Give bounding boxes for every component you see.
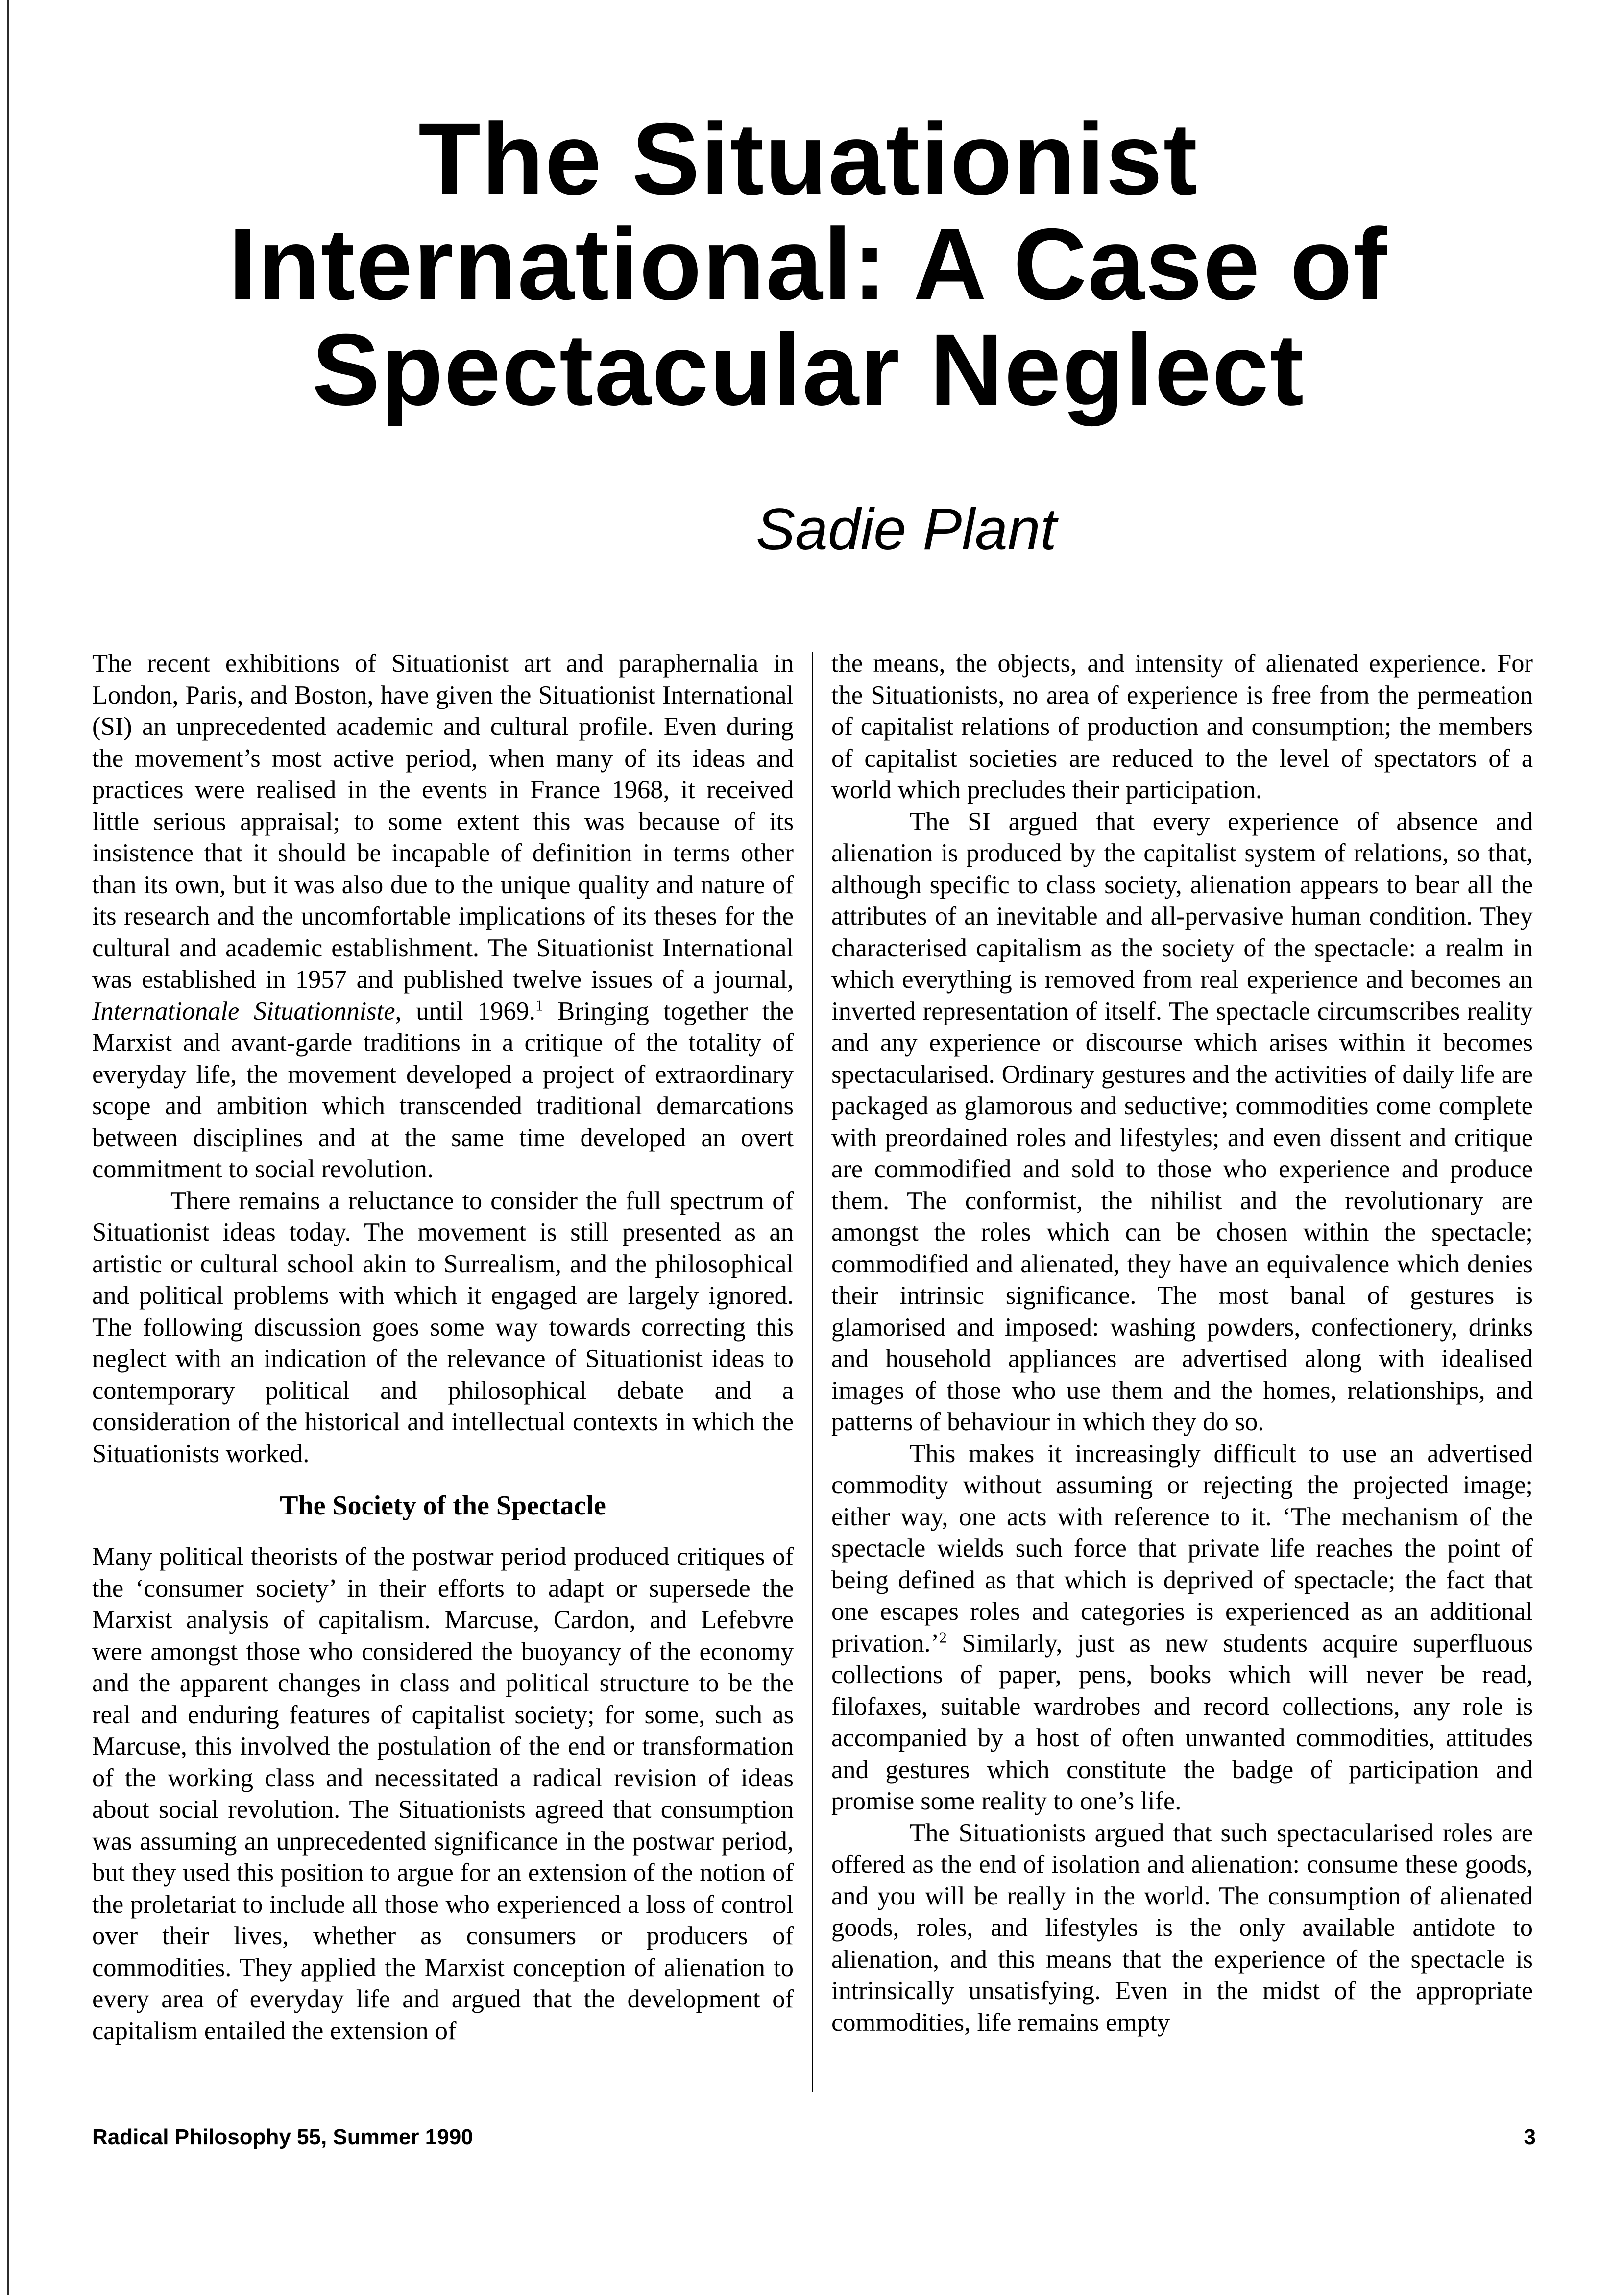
- paragraph-text: , until 1969.: [395, 997, 536, 1025]
- paragraph-text: Similarly, just as new students acquire superfluous collections of paper, pens, books which will never be read, filofaxes, suitable wardrobes and record collections, any role is accompanied by a host of often unwanted commodities, attitudes and gestures which constitute the badge of participation and promise some reality to one’s life.: [831, 1629, 1533, 1815]
- title-line-3: Spectacular Neglect: [312, 313, 1305, 427]
- footnote-marker: 1: [535, 997, 543, 1014]
- paragraph: There remains a reluctance to consider the full spectrum of Situationist ideas today. The movement is still presented as an artistic or cultural school akin to Surrealism, and the philosophical and political problems with which it engaged are largely ignored. The following discussion goes some way towards correcting this neglect with an indication of the relevance of Situationist ideas to contemporary political and philosophical debate and a consideration of the historical and intellectual contexts in which the Situationists worked.: [92, 1186, 794, 1468]
- article-title: [147, 102, 1470, 427]
- author-name: Sadie Plant: [756, 496, 1057, 562]
- paragraph: The SI argued that every experience of absence and alienation is produced by the capitalist system of relations, so that, although specific to class society, alienation appears to bear all the attributes of an inevitable and all-pervasive human condition. They characterised capitalism as the society of the spectacle: a realm in which everything is removed from real experience and becomes an inverted representation of itself. The spectacle circumscribes reality and any experience or discourse which arises within it becomes spectacularised. Ordinary gestures and the activities of daily life are packaged as glamorous and seductive; commodities come complete with preordained roles and lifestyles; and even dissent and critique are commodified and sold to those who experience and produce them. The conformist, the nihilist and the revolutionary are amongst the roles which can be chosen within the spectacle; commodified and alienated, they have an equivalence which denies their intrinsic significance. The most banal of gestures is glamorised and imposed: washing powders, confectionery, drinks and household appliances are advertised along with idealised images of those who use them and the homes, relationships, and patterns of behaviour in which they do so.: [831, 807, 1533, 1436]
- paragraph: the means, the objects, and intensity of alienated experience. For the Situationists, no area of experience is free from the permeation of capitalist relations of production and consumption; the members of capitalist societies are reduced to the level of spectators of a world which precludes their participation.: [831, 649, 1533, 804]
- paragraph: [831, 1438, 1533, 1817]
- binding-edge: [7, 0, 9, 2295]
- journal-name: Internationale Situationniste: [92, 997, 395, 1025]
- page-number: 3: [1524, 2125, 1536, 2149]
- column-divider: [812, 652, 813, 2092]
- paragraph-text: Bringing together the Marxist and avant-garde traditions in a critique of the totality of everyday life, the movement developed a project of extraordinary scope and ambition which transcended traditional demarcations between disciplines and at the same time developed an overt commitment to social revolution.: [92, 997, 794, 1183]
- title-line-1: The Situationist: [418, 102, 1198, 216]
- paragraph-text: The recent exhibitions of Situationist art and paraphernalia in London, Paris, and Boston, have given the Situationist International (SI) an unprecedented academic and cultural profile. Even during the movement’s most active period, when many of its ideas and practices were realised in the events in France 1968, it received little serious appraisal; to some extent this was because of its insistence that it should be incapable of definition in terms other than its own, but it was also due to the unique quality and nature of its research and the uncomfortable implications of its theses for the cultural and academic establishment. The Situationist International was established in 1957 and published twelve issues of a journal,: [92, 649, 794, 994]
- left-column: [92, 648, 794, 2118]
- section-heading: The Society of the Spectacle: [280, 1490, 606, 1521]
- footnote-marker: 2: [939, 1629, 947, 1646]
- paragraph: [92, 648, 794, 1185]
- footer-journal: Radical Philosophy 55, Summer 1990: [92, 2125, 473, 2149]
- right-column: [831, 648, 1533, 2118]
- paragraph-text: This makes it increasingly difficult to use an advertised commodity without assuming or rejecting the projected image; either way, one acts with reference to it. ‘The mechanism of the spectacle wields such force that private life reaches the point of being defined as that which is deprived of spectacle; the fact that one escapes roles and categories is experienced as an additional privation.’: [831, 1439, 1533, 1658]
- paragraph: The Situationists argued that such spectacularised roles are offered as the end of isolation and alienation: consume these goods, and you will be really in the world. The consumption of alienated goods, roles, and lifestyles is the only available antidote to alienation, and this means that the experience of the spectacle is intrinsically unsatisfying. Even in the midst of the appropriate commodities, life remains empty: [831, 1818, 1533, 2037]
- paragraph: Many political theorists of the postwar period produced critiques of the ‘consumer society’ in their efforts to adapt or supersede the Marxist analysis of capitalism. Marcuse, Cardon, and Lefebvre were amongst those who considered the buoyancy of the economy and the apparent changes in class and political structure to be the real and enduring features of capitalist society; for some, such as Marcuse, this involved the postulation of the end or transformation of the working class and necessitated a radical revision of ideas about social revolution. The Situationists agreed that consumption was assuming an unprecedented significance in the postwar period, but they used this position to argue for an extension of the notion of the proletariat to include all those who experienced a loss of control over their lives, whether as consumers or producers of commodities. They applied the Marxist conception of alienation to every area of everyday life and argued that the development of capitalism entailed the extension of: [92, 1542, 794, 2045]
- title-line-2: International: A Case of: [228, 208, 1388, 321]
